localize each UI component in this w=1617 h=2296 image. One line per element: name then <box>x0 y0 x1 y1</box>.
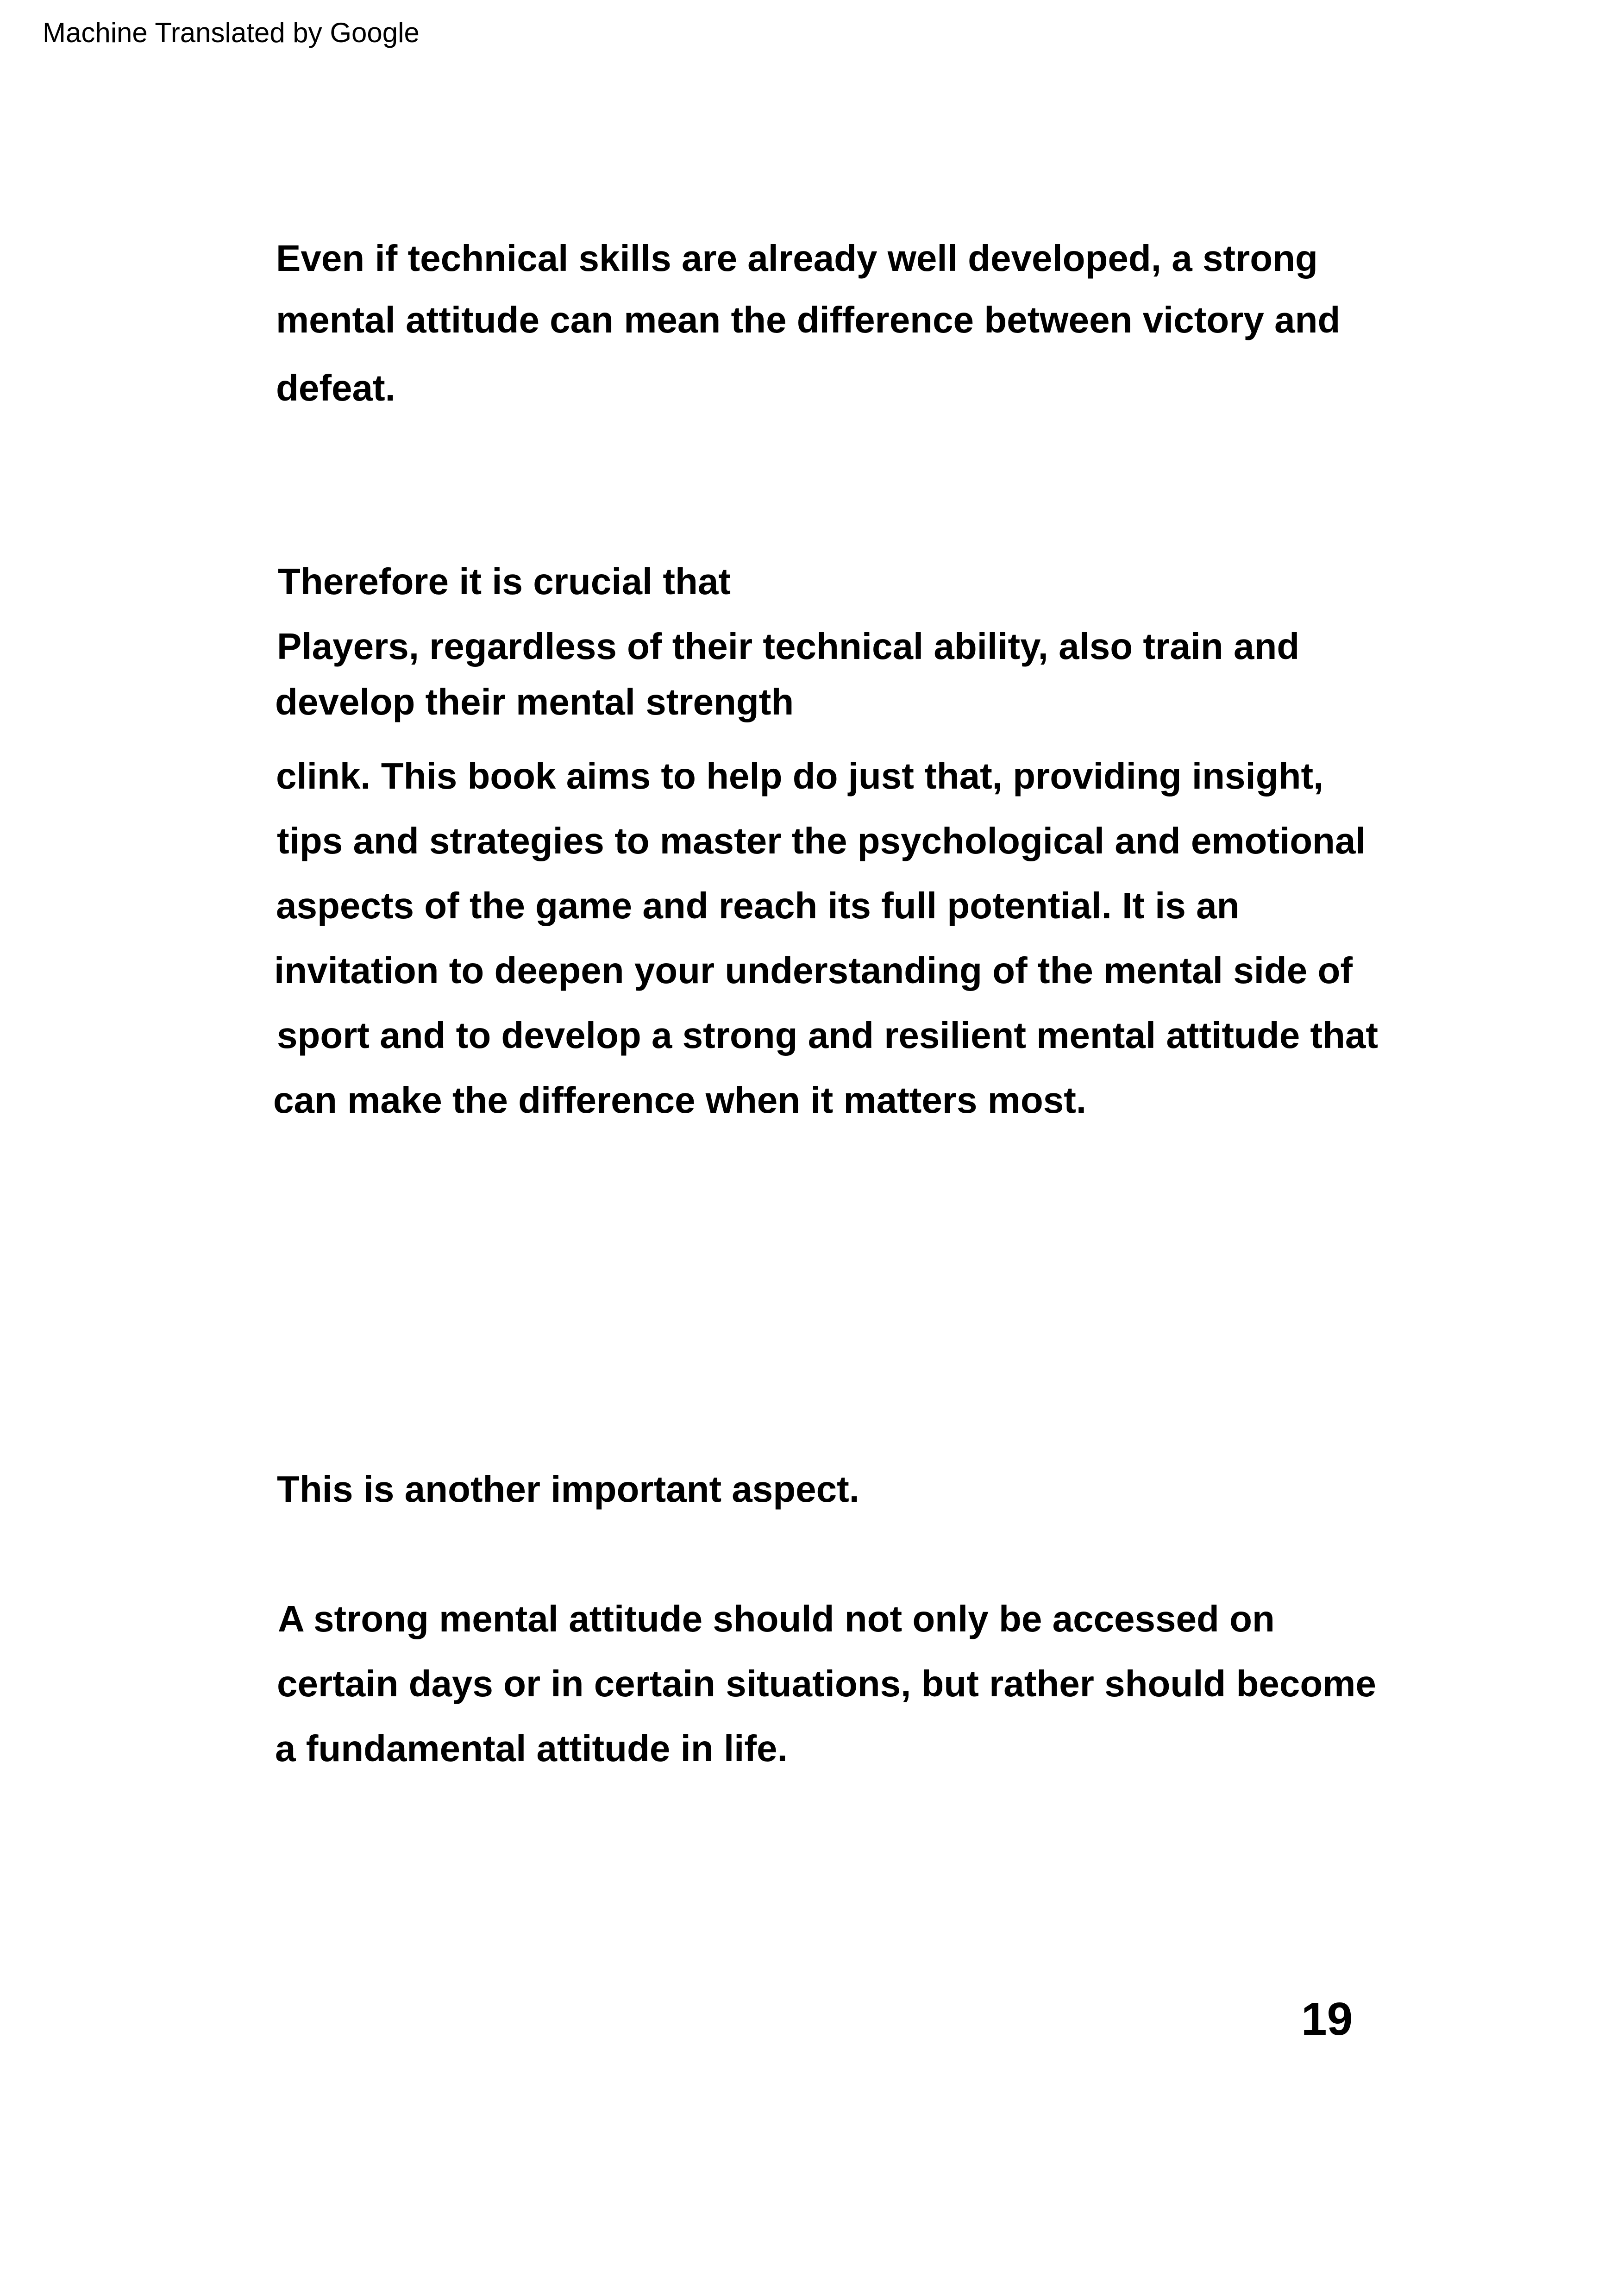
text-line: A strong mental attitude should not only be accessed on <box>278 1598 1275 1639</box>
text-line: Even if technical skills are already well developed, a strong <box>276 238 1318 279</box>
text-line: mental attitude can mean the difference between victory and <box>276 299 1341 340</box>
text-line: sport and to develop a strong and resilient mental attitude that <box>277 1015 1379 1056</box>
text-line: develop their mental strength <box>275 681 794 722</box>
text-line: certain days or in certain situations, but rather should become <box>277 1663 1376 1704</box>
text-line: a fundamental attitude in life. <box>275 1728 788 1769</box>
text-line: invitation to deepen your understanding of the mental side of <box>274 950 1353 991</box>
translation-note: Machine Translated by Google <box>43 17 420 48</box>
text-line: clink. This book aims to help do just that, providing insight, <box>276 755 1324 797</box>
page-number: 19 <box>1301 1993 1353 2045</box>
text-line: tips and strategies to master the psychological and emotional <box>277 820 1366 861</box>
text-line: aspects of the game and reach its full potential. It is an <box>276 885 1240 926</box>
text-line: This is another important aspect. <box>277 1468 860 1510</box>
text-line: can make the difference when it matters most. <box>273 1079 1087 1121</box>
text-line: Therefore it is crucial that <box>278 561 731 602</box>
text-line: Players, regardless of their technical ability, also train and <box>277 626 1300 667</box>
text-line: defeat. <box>276 367 395 408</box>
